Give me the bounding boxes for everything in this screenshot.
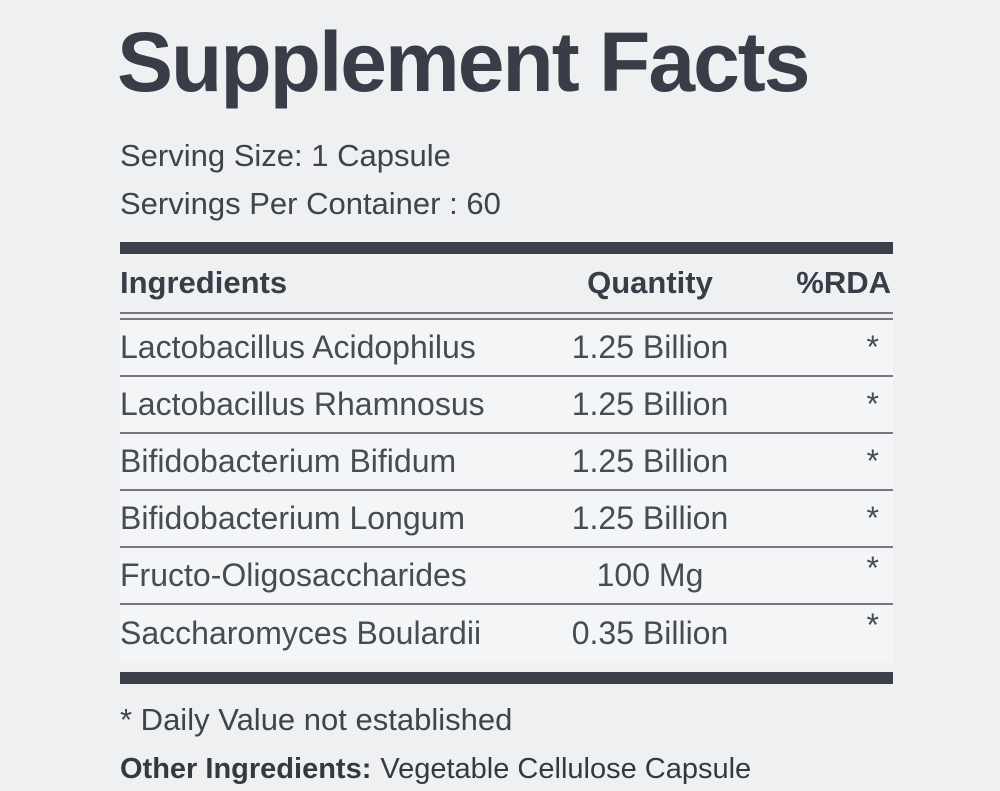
ingredient-name: Bifidobacterium Longum [120, 499, 466, 536]
table-row [120, 491, 893, 548]
header-double-rule [120, 312, 893, 320]
ingredient-quantity: 1.25 Billion [571, 499, 729, 536]
ingredient-name: Bifidobacterium Bifidum [120, 442, 457, 479]
ingredient-rda: * [866, 328, 879, 365]
table-row [120, 320, 893, 377]
column-header-ingredients: Ingredients [120, 264, 288, 300]
table-row [120, 605, 893, 663]
serving-size-text: Serving Size: 1 Capsule [120, 137, 451, 173]
ingredient-table-body [120, 320, 893, 663]
servings-per-container-text: Servings Per Container : 60 [120, 185, 501, 221]
separator-bar-bottom [120, 672, 893, 684]
ingredient-name: Fructo-Oligosaccharides [120, 556, 467, 593]
table-header-row [120, 254, 893, 312]
ingredient-name: Saccharomyces Boulardii [120, 615, 482, 652]
ingredient-name: Lactobacillus Acidophilus [120, 328, 476, 365]
separator-bar-top [120, 242, 893, 254]
table-row [120, 434, 893, 491]
ingredient-quantity: 1.25 Billion [571, 442, 729, 479]
column-header-quantity: Quantity [587, 264, 713, 300]
table-row [120, 377, 893, 434]
ingredient-rda: * [866, 549, 879, 586]
ingredient-quantity: 0.35 Billion [571, 615, 729, 652]
ingredient-quantity: 100 Mg [596, 556, 704, 593]
ingredient-quantity: 1.25 Billion [571, 328, 729, 365]
other-ingredients-text [120, 753, 893, 786]
ingredient-rda: * [866, 499, 879, 536]
ingredient-name: Lactobacillus Rhamnosus [120, 385, 485, 422]
daily-value-footnote: * Daily Value not established [120, 701, 513, 737]
ingredient-rda: * [866, 442, 879, 479]
panel-title: Supplement Facts [117, 15, 809, 109]
ingredient-rda: * [866, 606, 879, 643]
column-header-rda: %RDA [796, 264, 891, 300]
ingredient-quantity: 1.25 Billion [571, 385, 729, 422]
other-ingredients-label: Other Ingredients: [120, 752, 372, 785]
ingredient-rda: * [866, 385, 879, 422]
other-ingredients-value: Vegetable Cellulose Capsule [380, 752, 752, 785]
table-row [120, 548, 893, 605]
